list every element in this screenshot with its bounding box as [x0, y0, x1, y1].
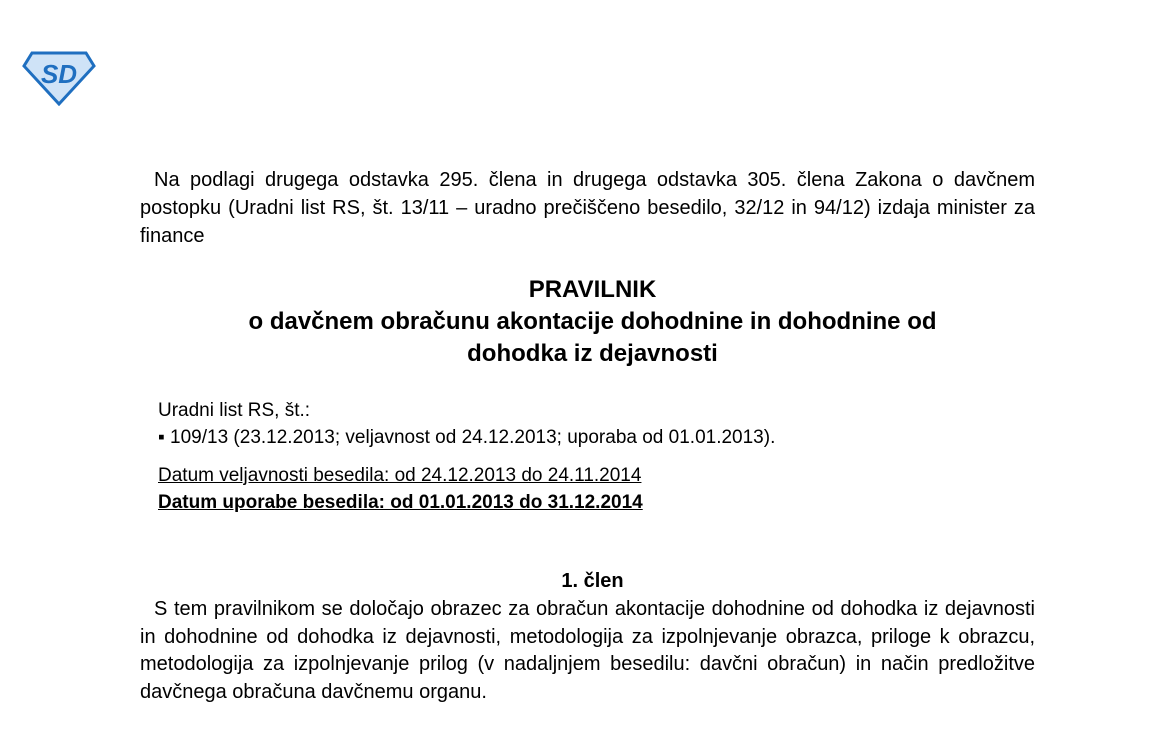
gazette-label: Uradni list RS, št.: — [158, 400, 311, 421]
application-date: Datum uporabe besedila: od 01.01.2013 do 31.12.2014 — [158, 492, 643, 513]
gazette-entry — [158, 424, 775, 451]
document-subtitle-line1: o davčnem obračunu akontacije dohodnine in dohodnine od — [248, 308, 937, 335]
validity-date: Datum veljavnosti besedila: od 24.12.2013 do 24.11.2014 — [158, 465, 642, 486]
gazette-entry-text: 109/13 (23.12.2013; veljavnost od 24.12.2013; uporaba od 01.01.2013). — [170, 427, 776, 448]
bullet-icon: ▪ — [158, 427, 165, 448]
article-heading: 1. člen — [561, 570, 624, 592]
document-title: PRAVILNIK — [528, 276, 657, 303]
svg-text:SD: SD — [40, 59, 78, 89]
article-paragraph: S tem pravilnikom se določajo obrazec za obračun akontacije dohodnine od dohodka iz dejavnosti in dohodnine od dohodka iz dejavnosti, metodologija za izpolnjevanje obrazca, priloge k obrazcu, metodologija za izpolnjevanje prilog (v nadaljnjem besedilu: davčni obračun) in način predložitve davčnega obračuna davčnemu organu. — [140, 598, 1035, 703]
logo-icon — [22, 50, 96, 106]
document-subtitle-line2: dohodka iz dejavnosti — [467, 340, 718, 367]
intro-paragraph: Na podlagi drugega odstavka 295. člena in drugega odstavka 305. člena Zakona o davčnem postopku (Uradni list RS, št. 13/11 – uradno prečiščeno besedilo, 32/12 in 94/12) izdaja minister za finance — [140, 169, 1035, 247]
